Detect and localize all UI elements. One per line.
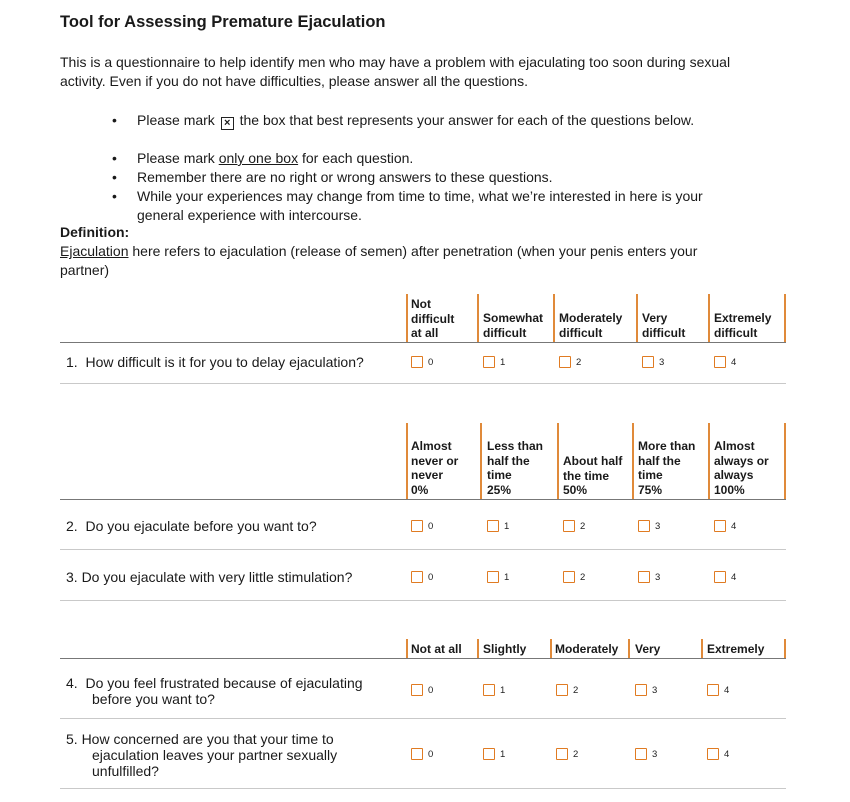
definition-text bbox=[60, 242, 720, 279]
column-divider bbox=[553, 294, 555, 342]
score-label: 0 bbox=[428, 357, 434, 368]
header-line: Less than bbox=[487, 439, 544, 453]
bullet-1-post: the box that best represents your answer for each of the questions below. bbox=[239, 112, 695, 128]
answer-checkbox[interactable] bbox=[635, 748, 647, 760]
answer-checkbox[interactable] bbox=[714, 571, 726, 583]
question-line: before you want to? bbox=[92, 691, 215, 707]
column-divider bbox=[701, 639, 703, 658]
header-line: More than bbox=[638, 439, 696, 453]
header-line: Almost bbox=[714, 439, 755, 453]
header-line: time bbox=[487, 468, 512, 482]
answer-checkbox[interactable] bbox=[411, 356, 423, 368]
column-divider bbox=[784, 423, 786, 499]
column-divider bbox=[557, 423, 559, 499]
header-line: half the bbox=[487, 453, 530, 468]
answer-checkbox[interactable] bbox=[563, 520, 575, 532]
answer-checkbox[interactable] bbox=[642, 356, 654, 368]
header-line: never bbox=[411, 468, 444, 482]
column-divider bbox=[550, 639, 552, 658]
score-label: 2 bbox=[573, 749, 579, 760]
score-label: 0 bbox=[428, 521, 434, 532]
score-label: 3 bbox=[655, 572, 661, 583]
column-divider bbox=[636, 294, 638, 342]
column-divider bbox=[480, 423, 482, 499]
checked-box-icon: × bbox=[221, 117, 234, 130]
header-line: difficult bbox=[411, 311, 455, 326]
score-label: 1 bbox=[500, 685, 506, 696]
score-label: 0 bbox=[428, 572, 434, 583]
header-col-2: Moderately bbox=[555, 642, 619, 656]
question-2: 2. Do you ejaculate before you want to? bbox=[66, 518, 317, 534]
header-col-3 bbox=[638, 439, 695, 497]
header-col-3: Very bbox=[635, 642, 661, 656]
bullet-dot: • bbox=[112, 150, 117, 166]
answer-checkbox[interactable] bbox=[707, 684, 719, 696]
header-line: 100% bbox=[714, 482, 745, 497]
question-line: ejaculation leaves your partner sexually bbox=[92, 747, 338, 763]
header-col-2 bbox=[563, 454, 622, 498]
column-divider bbox=[406, 294, 408, 342]
header-line: Somewhat bbox=[483, 311, 544, 325]
bullet-4: While your experiences may change from time to time, what we’re interested in here is your general experience with intercourse. bbox=[137, 188, 703, 223]
score-label: 3 bbox=[655, 521, 661, 532]
header-col-0: Not at all bbox=[411, 642, 462, 656]
question-line: unfulfilled? bbox=[92, 763, 159, 779]
header-line: 50% bbox=[563, 483, 588, 497]
score-label: 0 bbox=[428, 749, 434, 760]
header-divider bbox=[60, 499, 786, 500]
header-divider bbox=[60, 658, 786, 659]
definition-term: Ejaculation bbox=[60, 243, 129, 259]
column-divider bbox=[632, 423, 634, 499]
score-label: 2 bbox=[576, 357, 582, 368]
score-label: 1 bbox=[500, 749, 506, 760]
page-title: Tool for Assessing Premature Ejaculation bbox=[60, 13, 386, 31]
bullet-1 bbox=[137, 111, 717, 130]
bullet-2-pre: Please mark bbox=[137, 150, 215, 166]
answer-checkbox[interactable] bbox=[487, 520, 499, 532]
score-label: 2 bbox=[580, 521, 586, 532]
question-4 bbox=[66, 675, 363, 707]
score-label: 4 bbox=[724, 749, 730, 760]
column-divider bbox=[708, 423, 710, 499]
answer-checkbox[interactable] bbox=[635, 684, 647, 696]
bullet-dot: • bbox=[112, 169, 117, 185]
definition-body: here refers to ejaculation (release of semen) after penetration (when your penis enters your partner) bbox=[60, 243, 698, 278]
header-line: the time bbox=[563, 468, 610, 483]
header-line: always bbox=[714, 468, 754, 482]
column-divider bbox=[477, 639, 479, 658]
header-line: half the bbox=[638, 453, 681, 468]
answer-checkbox[interactable] bbox=[707, 748, 719, 760]
score-label: 3 bbox=[659, 357, 665, 368]
header-line: time bbox=[638, 468, 663, 482]
question-line: 5. How concerned are you that your time to bbox=[66, 731, 334, 747]
row-divider bbox=[60, 383, 786, 384]
header-line: at all bbox=[411, 326, 439, 340]
column-divider bbox=[477, 294, 479, 342]
answer-checkbox[interactable] bbox=[487, 571, 499, 583]
bullet-1-pre: Please mark bbox=[137, 112, 215, 128]
column-divider bbox=[784, 294, 786, 342]
header-col-3 bbox=[642, 311, 685, 340]
column-divider bbox=[628, 639, 630, 658]
bullet-3: Remember there are no right or wrong answers to these questions. bbox=[137, 169, 553, 185]
header-line: About half bbox=[563, 454, 623, 468]
score-label: 0 bbox=[428, 685, 434, 696]
score-label: 2 bbox=[573, 685, 579, 696]
score-label: 1 bbox=[504, 572, 510, 583]
header-line: 0% bbox=[411, 482, 429, 497]
header-line: 25% bbox=[487, 482, 512, 497]
column-divider bbox=[406, 639, 408, 658]
header-col-1 bbox=[487, 439, 543, 497]
header-line: Almost bbox=[411, 439, 452, 453]
row-divider bbox=[60, 600, 786, 601]
question-3: 3. Do you ejaculate with very little stimulation? bbox=[66, 569, 353, 585]
score-label: 4 bbox=[731, 521, 737, 532]
answer-checkbox[interactable] bbox=[638, 571, 650, 583]
row-divider bbox=[60, 788, 786, 789]
header-col-1 bbox=[483, 311, 543, 340]
header-divider bbox=[60, 342, 786, 343]
header-line: Not bbox=[411, 297, 431, 311]
score-label: 3 bbox=[652, 685, 658, 696]
answer-checkbox[interactable] bbox=[556, 684, 568, 696]
column-divider bbox=[406, 423, 408, 499]
answer-checkbox[interactable] bbox=[411, 520, 423, 532]
bullet-2 bbox=[137, 149, 717, 168]
score-label: 3 bbox=[652, 749, 658, 760]
score-label: 1 bbox=[500, 357, 506, 368]
answer-checkbox[interactable] bbox=[556, 748, 568, 760]
header-line: difficult bbox=[483, 325, 527, 340]
answer-checkbox[interactable] bbox=[483, 748, 495, 760]
score-label: 4 bbox=[731, 357, 737, 368]
bullet-2-post: for each question. bbox=[302, 150, 414, 166]
question-1: 1. How difficult is it for you to delay ejaculation? bbox=[66, 354, 364, 370]
header-line: never or bbox=[411, 453, 459, 468]
header-line: difficult bbox=[559, 325, 603, 340]
header-col-4: Extremely bbox=[707, 642, 765, 656]
answer-checkbox[interactable] bbox=[411, 571, 423, 583]
header-col-0 bbox=[411, 439, 458, 497]
intro-text: This is a questionnaire to help identify men who may have a problem with ejaculating too soon during sexual activity. Even if you do not have difficulties, please answer all the questions. bbox=[60, 54, 731, 89]
answer-checkbox[interactable] bbox=[411, 684, 423, 696]
header-line: Extremely bbox=[714, 311, 772, 325]
bullet-dot: • bbox=[112, 112, 117, 128]
answer-checkbox[interactable] bbox=[559, 356, 571, 368]
question-line: 4. Do you feel frustrated because of ejaculating bbox=[66, 675, 363, 691]
answer-checkbox[interactable] bbox=[411, 748, 423, 760]
score-label: 4 bbox=[731, 572, 737, 583]
header-line: 75% bbox=[638, 482, 663, 497]
header-line: Very bbox=[642, 311, 668, 325]
header-line: always or bbox=[714, 453, 769, 468]
bullet-2-underlined: only one box bbox=[218, 150, 299, 166]
score-label: 1 bbox=[504, 521, 510, 532]
header-col-4 bbox=[714, 311, 771, 340]
answer-checkbox[interactable] bbox=[714, 356, 726, 368]
score-label: 2 bbox=[580, 572, 586, 583]
header-col-0 bbox=[411, 297, 454, 341]
answer-checkbox[interactable] bbox=[714, 520, 726, 532]
answer-checkbox[interactable] bbox=[483, 684, 495, 696]
bullet-dot: • bbox=[112, 188, 117, 204]
answer-checkbox[interactable] bbox=[638, 520, 650, 532]
header-col-1: Slightly bbox=[483, 642, 527, 656]
row-divider bbox=[60, 549, 786, 550]
score-label: 4 bbox=[724, 685, 730, 696]
header-line: difficult bbox=[714, 325, 758, 340]
header-col-2 bbox=[559, 311, 622, 340]
header-line: difficult bbox=[642, 325, 686, 340]
answer-checkbox[interactable] bbox=[483, 356, 495, 368]
definition-heading: Definition: bbox=[60, 224, 130, 240]
question-5 bbox=[66, 731, 337, 779]
header-line: Moderately bbox=[559, 311, 623, 325]
row-divider bbox=[60, 718, 786, 719]
column-divider bbox=[784, 639, 786, 658]
header-col-4 bbox=[714, 439, 769, 497]
column-divider bbox=[708, 294, 710, 342]
answer-checkbox[interactable] bbox=[563, 571, 575, 583]
